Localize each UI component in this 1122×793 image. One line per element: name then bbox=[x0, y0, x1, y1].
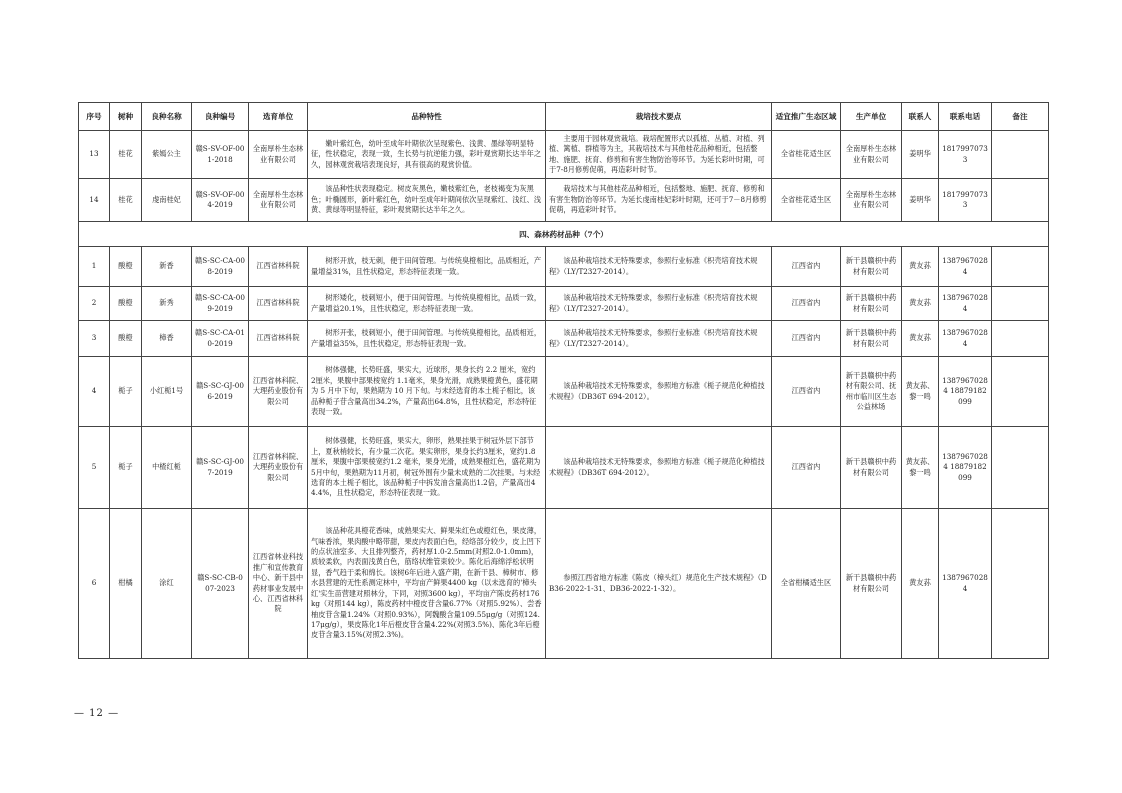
cell-seq: 14 bbox=[79, 179, 110, 222]
cell-seq: 6 bbox=[79, 509, 110, 659]
section-row bbox=[79, 222, 1049, 247]
cell-breeder: 江西省林业科技推广和宣传教育中心、新干县中药材事业发展中心、江西省林科院 bbox=[249, 509, 308, 659]
header-cell: 栽培技术要点 bbox=[546, 103, 772, 131]
cell-breeder: 全南厚朴生态林业有限公司 bbox=[249, 179, 308, 222]
table-row bbox=[79, 247, 1049, 287]
cell-region: 江西省内 bbox=[772, 427, 841, 509]
cell-contact: 黄友荪 bbox=[902, 287, 939, 321]
cell-cultivation: 该品种栽培技术无特殊要求，参照地方标准《栀子规范化种植技术规程》（DB36T 694-2012）。 bbox=[546, 427, 772, 509]
cell-variety-code: 赣S-SV-OF-001-2018 bbox=[192, 131, 249, 179]
cell-region: 全省柑橘适生区 bbox=[772, 509, 841, 659]
cell-variety-code: 赣S-SC-CA-008-2019 bbox=[192, 247, 249, 287]
header-row bbox=[79, 103, 1049, 131]
cell-cultivation: 该品种栽培技术无特殊要求，参照行业标准《枳壳培育技术规程》（LY/T2327-2014）。 bbox=[546, 287, 772, 321]
cell-contact: 姜明华 bbox=[902, 131, 939, 179]
cell-producer: 新干县赣枳中药材有限公司 bbox=[841, 321, 902, 357]
cell-traits: 树形开张，枝刺短小，便于田间管理。与传统臭橙相比，品质相近，产量增益35%，且性状稳定，形态特征表现一致。 bbox=[308, 321, 546, 357]
table-row bbox=[79, 131, 1049, 179]
cell-species: 酸橙 bbox=[110, 287, 142, 321]
cell-variety-code: 赣S-SC-GJ-006-2019 bbox=[192, 357, 249, 427]
cell-species: 栀子 bbox=[110, 357, 142, 427]
header-cell: 适宜推广生态区域 bbox=[772, 103, 841, 131]
cell-species: 桂花 bbox=[110, 179, 142, 222]
cell-phone: 18179970733 bbox=[939, 179, 992, 222]
cell-producer: 全南厚朴生态林业有限公司 bbox=[841, 131, 902, 179]
cell-traits: 树形矮化，枝刺短小，便于田间管理。与传统臭橙相比，品质一致，产量增益20.1%，且性状稳定，形态特征表现一致。 bbox=[308, 287, 546, 321]
cell-producer: 全南厚朴生态林业有限公司 bbox=[841, 179, 902, 222]
cell-seq: 1 bbox=[79, 247, 110, 287]
table-row bbox=[79, 287, 1049, 321]
cell-remark bbox=[992, 179, 1049, 222]
cell-variety-name: 樟香 bbox=[142, 321, 192, 357]
cell-remark bbox=[992, 509, 1049, 659]
cell-remark bbox=[992, 321, 1049, 357]
cell-region: 江西省内 bbox=[772, 287, 841, 321]
table-row bbox=[79, 357, 1049, 427]
cell-breeder: 江西省林科院 bbox=[249, 321, 308, 357]
cell-variety-code: 赣S-SC-CB-007-2023 bbox=[192, 509, 249, 659]
cell-species: 酸橙 bbox=[110, 321, 142, 357]
header-cell: 良种名称 bbox=[142, 103, 192, 131]
cell-region: 全省桂花适生区 bbox=[772, 179, 841, 222]
cell-producer: 新干县赣枳中药材有限公司、抚州市临川区生态公益林场 bbox=[841, 357, 902, 427]
cell-phone: 13879670284 18879182099 bbox=[939, 427, 992, 509]
cell-phone: 13879670284 18879182099 bbox=[939, 357, 992, 427]
cell-traits: 嫩叶紫红色，幼叶至成年叶期依次呈现紫色、浅黄、墨绿等明显特征，性状稳定，表现一致，生长势与抗逆能力强，彩叶观赏期长达半年之久，园林观赏栽培表现良好，具有很高的观赏价值。 bbox=[308, 131, 546, 179]
cell-contact: 黄友荪 bbox=[902, 247, 939, 287]
cell-phone: 13879670284 bbox=[939, 509, 992, 659]
cell-remark bbox=[992, 357, 1049, 427]
table-row bbox=[79, 179, 1049, 222]
cell-breeder: 江西省林科院、大理药业股份有限公司 bbox=[249, 427, 308, 509]
cell-contact: 黄友荪、黎一鸣 bbox=[902, 357, 939, 427]
cell-seq: 2 bbox=[79, 287, 110, 321]
cell-variety-name: 虔南桂妃 bbox=[142, 179, 192, 222]
cell-species: 桂花 bbox=[110, 131, 142, 179]
cell-traits: 该品种性状表现稳定。树皮灰黑色，嫩枝紫红色，老枝褐变为灰黑色；叶椭圆形，新叶紫红色，幼叶至成年叶期间依次呈现紫红、浅红、浅黄、黄绿等明显特征，彩叶观赏期长达半年之久。 bbox=[308, 179, 546, 222]
header-cell: 联系电话 bbox=[939, 103, 992, 131]
cell-cultivation: 参照江西省地方标准《陈皮（樟头红）规范化生产技术规程》（DB36-2022-1-31、DB36-2022-1-32）。 bbox=[546, 509, 772, 659]
table-row bbox=[79, 509, 1049, 659]
table-row bbox=[79, 427, 1049, 509]
cell-contact: 黄友荪、黎一鸣 bbox=[902, 427, 939, 509]
cell-remark bbox=[992, 427, 1049, 509]
cell-cultivation: 该品种栽培技术无特殊要求，参照行业标准《枳壳培育技术规程》（LY/T2327-2014）。 bbox=[546, 247, 772, 287]
header-cell: 生产单位 bbox=[841, 103, 902, 131]
header-cell: 品种特性 bbox=[308, 103, 546, 131]
varieties-table bbox=[78, 102, 1049, 659]
cell-species: 酸橙 bbox=[110, 247, 142, 287]
cell-cultivation: 该品种栽培技术无特殊要求，参照地方标准《栀子规范化种植技术规程》（DB36T 694-2012）。 bbox=[546, 357, 772, 427]
cell-contact: 黄友荪 bbox=[902, 321, 939, 357]
cell-producer: 新干县赣枳中药材有限公司 bbox=[841, 509, 902, 659]
cell-variety-code: 赣S-SV-OF-004-2019 bbox=[192, 179, 249, 222]
cell-seq: 5 bbox=[79, 427, 110, 509]
cell-variety-name: 中楂红栀 bbox=[142, 427, 192, 509]
cell-traits: 树体强健，长势旺盛，果实大，近球形，果身长约 2.2 厘米，宽约 2厘米，果腹中部果棱宽约 1.1毫米，果身光滑，成熟果橙黄色，盛花期为 5 月中下旬，果熟期为 10 月下旬。与未经选育的本土栀子相比，该品种栀子苷含量高出34.2%，产量高出64.8%，且性状稳定，形态特征表现一致。 bbox=[308, 357, 546, 427]
cell-phone: 13879670284 bbox=[939, 247, 992, 287]
page-number: — 12 — bbox=[74, 708, 120, 719]
cell-cultivation: 该品种栽培技术无特殊要求，参照行业标准《枳壳培育技术规程》（LY/T2327-2014）。 bbox=[546, 321, 772, 357]
cell-remark bbox=[992, 287, 1049, 321]
cell-seq: 4 bbox=[79, 357, 110, 427]
cell-producer: 新干县赣枳中药材有限公司 bbox=[841, 287, 902, 321]
header-cell: 良种编号 bbox=[192, 103, 249, 131]
cell-cultivation: 栽培技术与其他桂花品种相近，包括整地、施肥、抚育、修剪和有害生物防治等环节。为延长虔南桂妃彩叶时期，还可于7－8月修剪促萌，再造彩叶时节。 bbox=[546, 179, 772, 222]
cell-variety-name: 新秀 bbox=[142, 287, 192, 321]
cell-contact: 黄友荪 bbox=[902, 509, 939, 659]
cell-variety-name: 紫嫣公主 bbox=[142, 131, 192, 179]
cell-remark bbox=[992, 247, 1049, 287]
cell-region: 全省桂花适生区 bbox=[772, 131, 841, 179]
cell-traits: 树形开放，枝无刺，便于田间管理。与传统臭橙相比，品质相近，产量增益31%，且性状稳定，形态特征表现一致。 bbox=[308, 247, 546, 287]
cell-contact: 姜明华 bbox=[902, 179, 939, 222]
cell-breeder: 全南厚朴生态林业有限公司 bbox=[249, 131, 308, 179]
header-cell: 树种 bbox=[110, 103, 142, 131]
header-cell: 序号 bbox=[79, 103, 110, 131]
section-title: 四、森林药材品种（7个） bbox=[79, 222, 1049, 247]
cell-cultivation: 主要用于园林观赏栽培。栽培配置形式以孤植、丛植、对植、列植、篱植、群植等为主，其栽培技术与其他桂花品种相近，包括整地、施肥、抚育、修剪和有害生物防治等环节。为延长彩叶时期，可于7-8月修剪促萌，再造彩叶时节。 bbox=[546, 131, 772, 179]
header-cell: 联系人 bbox=[902, 103, 939, 131]
cell-producer: 新干县赣枳中药材有限公司 bbox=[841, 427, 902, 509]
cell-seq: 3 bbox=[79, 321, 110, 357]
cell-phone: 18179970733 bbox=[939, 131, 992, 179]
cell-region: 江西省内 bbox=[772, 321, 841, 357]
cell-phone: 13879670284 bbox=[939, 287, 992, 321]
cell-variety-code: 赣S-SC-CA-009-2019 bbox=[192, 287, 249, 321]
cell-variety-code: 赣S-SC-GJ-007-2019 bbox=[192, 427, 249, 509]
header-cell: 备注 bbox=[992, 103, 1049, 131]
cell-species: 栀子 bbox=[110, 427, 142, 509]
cell-variety-name: 小红栀1号 bbox=[142, 357, 192, 427]
cell-traits: 该品种花具橙花香味，成熟果实大、鲜果朱红色或橙红色，果皮薄，气味香浓，果肉酸中略带甜，果皮内表面白色，经络部分较少，皮上凹下的点状油室多、大且排列整齐，药材厚1.0-2.5mm(对照2.0-1.0mm)，质较柔软，内表面浅黄白色，筋络状维管束较少。陈化后海绵浮松状明显，香气趋于柔和绵长。该树6年后进入盛产期，在新干县、樟树市、修水县营建的无性系测定林中，平均亩产鲜果4400 kg（以未选育的'樟头红'实生苗营建对照林分，下同，对照3600 kg），平均亩产陈皮药材176kg（对照144 kg），陈皮药材中橙皮苷含量6.77%（对照5.92%）、尝香柚皮苷含量1.24%（对照0.93%），阿魏酸含量109.55μg/g（对照124.17μg/g），果皮陈化1年后橙皮苷含量4.22%(对照3.5%)、陈化3年后橙皮苷含量3.15%(对照2.3%)。 bbox=[308, 509, 546, 659]
cell-breeder: 江西省林科院 bbox=[249, 287, 308, 321]
cell-producer: 新干县赣枳中药材有限公司 bbox=[841, 247, 902, 287]
table-row bbox=[79, 321, 1049, 357]
cell-variety-name: 涂红 bbox=[142, 509, 192, 659]
cell-species: 柑橘 bbox=[110, 509, 142, 659]
cell-phone: 13879670284 bbox=[939, 321, 992, 357]
cell-seq: 13 bbox=[79, 131, 110, 179]
cell-traits: 树体强健，长势旺盛，果实大，卵形，熟果挂果于树冠外层下部节上，夏秋梢较长，有少量二次花。果实卵形，果身长约3厘米，宽约1.8 厘米，果腹中部果棱宽约1.2 毫米，果身光滑，成熟果橙红色，盛花期为5月中旬，果熟期为11月初，树冠外围有少量未成熟的二次挂果。与未经选育的本土栀子相比，该品种栀子中拆发油含量高出1.2倍，产量高出44.4%，且性状稳定，形态特征表现一致。 bbox=[308, 427, 546, 509]
header-cell: 选育单位 bbox=[249, 103, 308, 131]
cell-breeder: 江西省林科院、大理药业股份有限公司 bbox=[249, 357, 308, 427]
cell-breeder: 江西省林科院 bbox=[249, 247, 308, 287]
cell-variety-name: 新香 bbox=[142, 247, 192, 287]
cell-region: 江西省内 bbox=[772, 357, 841, 427]
cell-region: 江西省内 bbox=[772, 247, 841, 287]
cell-remark bbox=[992, 131, 1049, 179]
cell-variety-code: 赣S-SC-CA-010-2019 bbox=[192, 321, 249, 357]
